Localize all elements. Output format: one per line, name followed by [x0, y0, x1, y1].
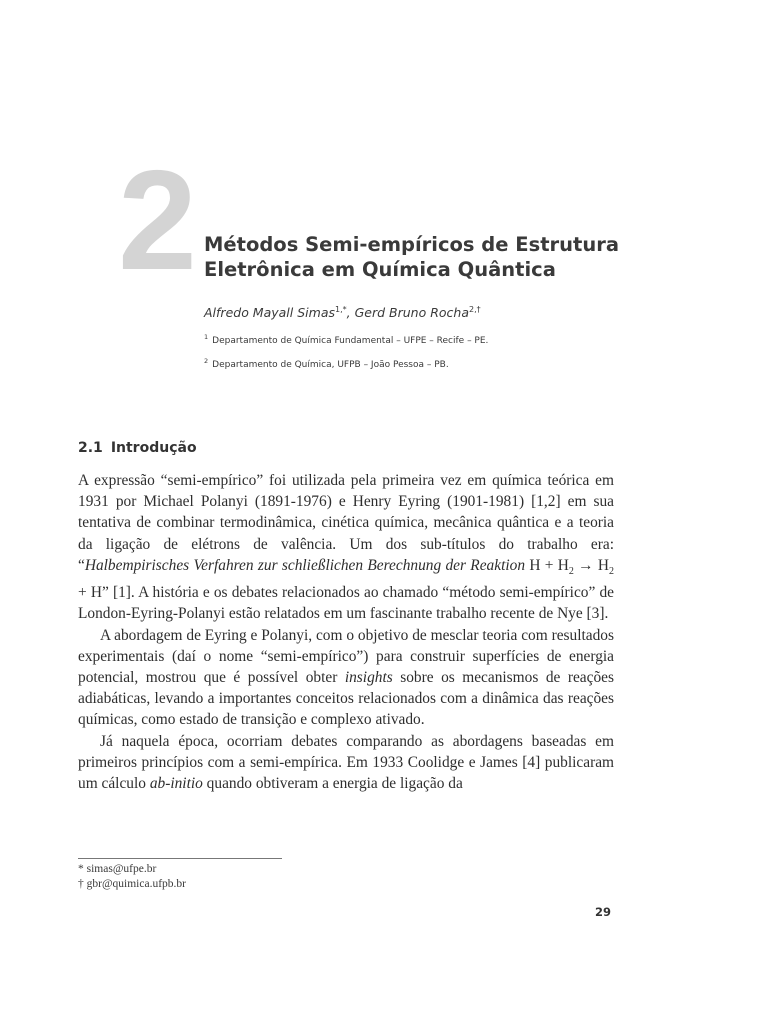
text-run: + H” [1]. A história e os debates relacionados ao chamado “método semi-empírico” de London-Eyring-Polanyi estão relatados em um fascinante trabalho recente de Nye [3]. — [78, 584, 614, 623]
text-run: quando obtiveram a energia de ligação da — [202, 774, 463, 792]
text-run: A expressão “semi-empírico” foi utilizada pela primeira vez em química teórica em 1931 por Michael Polanyi (1891-1976) e Henry Eyring (1901-1981) [1,2] em sua tentativa de combinar termodinâmica, cinética química, mecânica quântica e a teoria da ligação de elétrons de valência. Um dos sub-títulos do trabalho era: “ — [78, 472, 614, 574]
author-marks: 2,† — [469, 305, 481, 314]
chapter-title — [204, 232, 664, 282]
italic-text: insights — [344, 668, 393, 686]
subscript: 2 — [568, 565, 574, 577]
paragraph — [78, 470, 614, 625]
text-run: Já naquela época, ocorriam debates comparando as abordagens baseadas em primeiros princípios com a semi-empírica. Em 1933 Coolidge e James [4] publicaram um cálculo — [78, 732, 614, 792]
author-separator: , — [346, 305, 355, 321]
section-title: Introdução — [110, 440, 197, 456]
footnote-email: gbr@quimica.ufpb.br — [86, 878, 186, 890]
footnote-mark: † — [78, 878, 84, 890]
affiliation — [204, 357, 449, 370]
subscript: 2 — [609, 565, 614, 577]
affiliation-text: Departamento de Química Fundamental – UFPE – Recife – PE. — [212, 336, 489, 346]
chapter-title-line-1: Métodos Semi-empíricos de Estrutura — [204, 233, 620, 256]
affiliation-mark: 1 — [204, 333, 209, 341]
affiliation-mark: 2 — [204, 357, 209, 365]
section-number: 2.1 — [78, 440, 103, 456]
author-name: Alfredo Mayall Simas — [204, 305, 335, 321]
author-marks: 1,* — [335, 305, 347, 314]
equation-text: H + H — [525, 556, 569, 574]
footnotes — [78, 862, 186, 892]
author-list — [204, 305, 481, 320]
section-heading — [78, 440, 197, 456]
paragraph — [78, 625, 614, 731]
equation-text: → H — [573, 556, 609, 574]
footnote-divider — [78, 858, 282, 859]
text-run: A abordagem de Eyring e Polanyi, com o objetivo de mesclar teoria com resultados experimentais (daí o nome “semi-empírico”) para construir superfícies de energia potencial, mostrou que é possível obter — [78, 626, 614, 686]
affiliation — [204, 333, 488, 346]
text-run: sobre os mecanismos de reações adiabáticas, levando a importantes conceitos relacionados com a dinâmica das reações químicas, como estado de transição e complexo ativado. — [78, 668, 614, 729]
author-name: Gerd Bruno Rocha — [354, 305, 469, 321]
footnote-email: simas@ufpe.br — [86, 863, 157, 875]
chapter-title-line-2: Eletrônica em Química Quântica — [204, 258, 556, 281]
paragraph — [78, 731, 614, 795]
italic-text: Halbempirisches Verfahren zur schließlichen Berechnung der Reaktion — [84, 556, 526, 574]
footnote-mark: * — [78, 863, 84, 875]
italic-text: ab-initio — [149, 774, 203, 792]
page-number: 29 — [595, 905, 612, 919]
affiliation-text: Departamento de Química, UFPB – João Pessoa – PB. — [212, 360, 449, 370]
chapter-number: 2 — [118, 141, 195, 300]
footnote — [78, 877, 186, 892]
footnote — [78, 862, 186, 877]
body-text — [78, 470, 614, 794]
